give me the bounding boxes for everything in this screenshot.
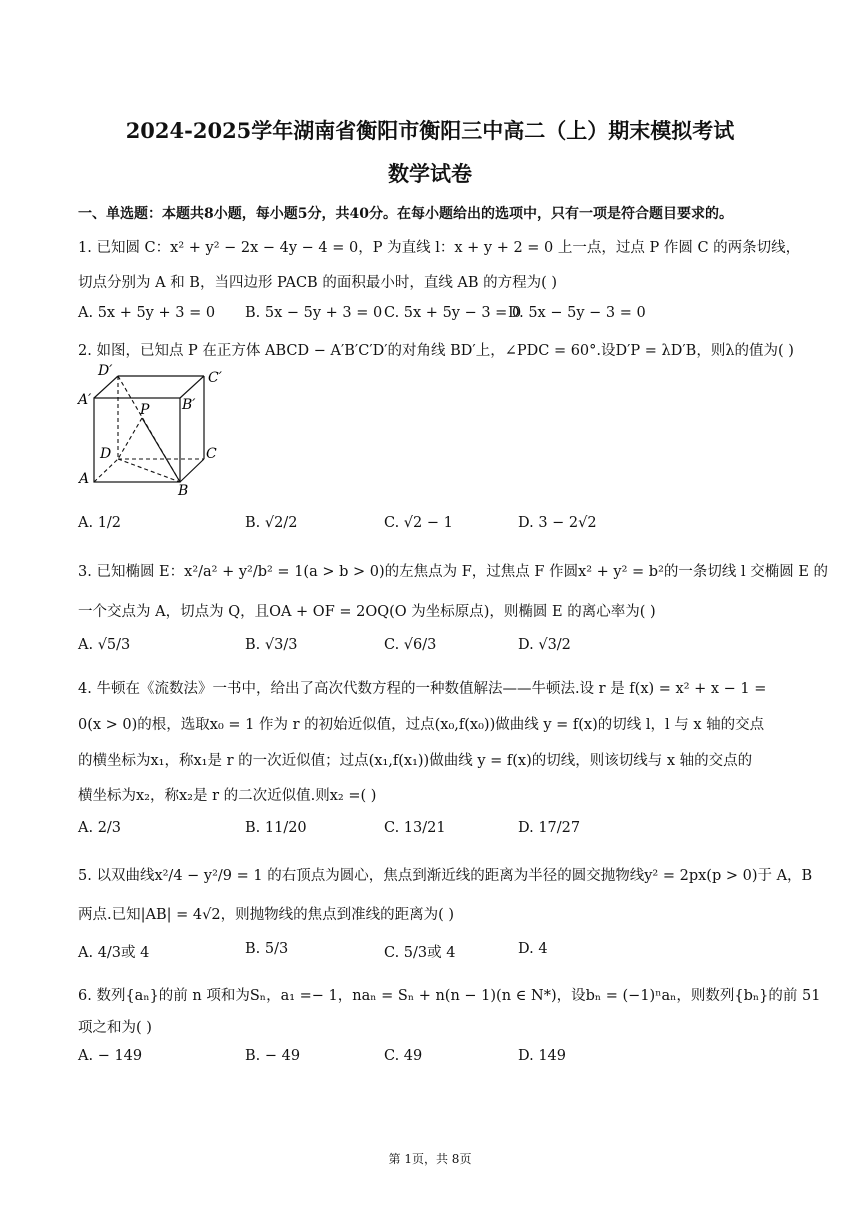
question-1-option-a: A. 5x + 5y + 3 = 0	[78, 305, 216, 321]
question-5-option-c: C. 5/3或 4	[384, 945, 456, 961]
section-header: 一、单选题：本题共8小题，每小题5分，共40分。在每小题给出的选项中，只有一项是符合题目要求的。	[78, 206, 733, 222]
question-5-option-b: B. 5/3	[245, 941, 289, 957]
label-b: B	[178, 483, 189, 496]
question-2-option-b: B. √2/2	[245, 515, 298, 531]
question-1-option-b: B. 5x − 5y + 3 = 0	[245, 305, 383, 321]
question-2-option-c: C. √2 − 1	[384, 515, 453, 531]
label-a: A	[79, 471, 90, 487]
question-6-option-b: B. − 49	[245, 1048, 301, 1064]
label-c: C	[206, 446, 217, 462]
question-1-option-c: C. 5x + 5y − 3 = 0	[384, 305, 522, 321]
label-d: D	[100, 446, 112, 462]
question-3-option-b: B. √3/3	[245, 637, 298, 653]
label-p: P	[140, 402, 150, 418]
question-6-option-c: C. 49	[384, 1048, 423, 1064]
cube-figure	[76, 362, 236, 496]
question-4-option-b: B. 11/20	[245, 820, 307, 836]
exam-title: 2024-2025学年湖南省衡阳市衡阳三中高二（上）期末模拟考试	[125, 118, 735, 143]
question-4-option-d: D. 17/27	[518, 820, 581, 836]
question-6-line-2: 项之和为( )	[78, 1020, 152, 1036]
question-4-line-2: 0(x > 0)的根，选取x₀ = 1 作为 r 的初始近似值，过点(x₀,f(x₀))做曲线 y = f(x)的切线 l，l 与 x 轴的交点	[78, 717, 765, 733]
question-4-option-c: C. 13/21	[384, 820, 446, 836]
question-3-option-c: C. √6/3	[384, 637, 437, 653]
label-c-prime: C′	[208, 370, 222, 386]
label-d-prime: D′	[98, 363, 113, 379]
question-6-line-1: 6. 数列{aₙ}的前 n 项和为Sₙ，a₁ =− 1，naₙ = Sₙ + n(n − 1)(n ∈ N*)，设bₙ = (−1)ⁿaₙ，则数列{bₙ}的前 51	[78, 988, 821, 1004]
label-b-prime: B′	[182, 397, 196, 413]
question-2-option-d: D. 3 − 2√2	[518, 515, 597, 531]
question-2-line-1: 2. 如图，已知点 P 在正方体 ABCD − A′B′C′D′的对角线 BD′上，∠PDC = 60°.设D′P = λD′B，则λ的值为( )	[78, 343, 794, 359]
question-3-line-1: 3. 已知椭圆 E：x²/a² + y²/b² = 1(a > b > 0)的左焦点为 F，过焦点 F 作圆x² + y² = b²的一条切线 l 交椭圆 E 的	[78, 564, 829, 580]
question-4-option-a: A. 2/3	[78, 820, 122, 836]
question-1-line-2: 切点分别为 A 和 B，当四边形 PACB 的面积最小时，直线 AB 的方程为( )	[78, 275, 558, 291]
question-5-line-2: 两点.已知|AB| = 4√2，则抛物线的焦点到准线的距离为( )	[78, 907, 454, 923]
question-5-line-1: 5. 以双曲线x²/4 − y²/9 = 1 的右顶点为圆心，焦点到渐近线的距离为半径的圆交抛物线y² = 2px(p > 0)于 A，B	[78, 868, 813, 884]
question-3-option-a: A. √5/3	[78, 637, 131, 653]
question-4-line-3: 的横坐标为x₁，称x₁是 r 的一次近似值；过点(x₁,f(x₁))做曲线 y = f(x)的切线，则该切线与 x 轴的交点的	[78, 753, 753, 769]
question-1-option-d: D. 5x − 5y − 3 = 0	[508, 305, 646, 321]
question-4-line-4: 横坐标为x₂，称x₂是 r 的二次近似值.则x₂ =( )	[78, 788, 377, 804]
question-3-option-d: D. √3/2	[518, 637, 571, 653]
page-footer: 第 1页，共 8页	[388, 1152, 472, 1166]
question-4-line-1: 4. 牛顿在《流数法》一书中，给出了高次代数方程的一种数值解法——牛顿法.设 r 是 f(x) = x² + x − 1 =	[78, 681, 767, 697]
question-6-option-a: A. − 149	[78, 1048, 143, 1064]
question-5-option-a: A. 4/3或 4	[78, 945, 150, 961]
question-6-option-d: D. 149	[518, 1048, 567, 1064]
question-1-line-1: 1. 已知圆 C：x² + y² − 2x − 4y − 4 = 0，P 为直线 l：x + y + 2 = 0 上一点，过点 P 作圆 C 的两条切线，	[78, 240, 801, 256]
label-a-prime: A′	[78, 392, 92, 408]
exam-subtitle: 数学试卷	[388, 161, 472, 186]
question-5-option-d: D. 4	[518, 941, 548, 957]
question-3-line-2: 一个交点为 A，切点为 Q，且OA + OF = 2OQ(O 为坐标原点)，则椭圆 E 的离心率为( )	[78, 604, 656, 620]
question-2-option-a: A. 1/2	[78, 515, 122, 531]
